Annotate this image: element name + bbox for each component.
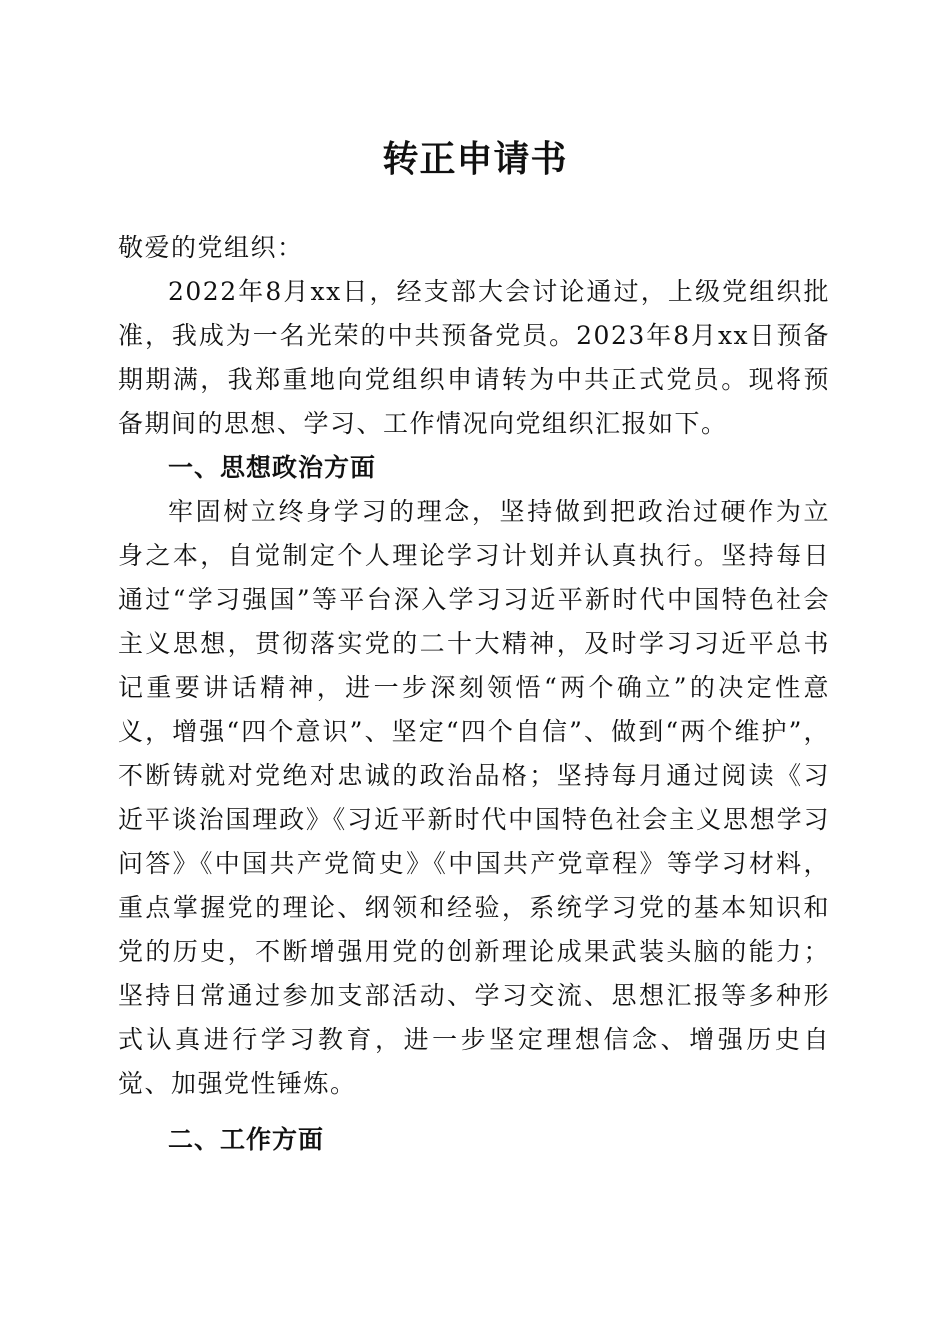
section-heading-work: 二、工作方面: [168, 1125, 325, 1154]
document-body: [118, 226, 830, 1162]
document-title: 转正申请书: [382, 138, 568, 180]
section-paragraph-political: 牢固树立终身学习的理念，坚持做到把政治过硬作为立身之本，自觉制定个人理论学习计划并认真执行。坚持每日通过“学习强国”等平台深入学习习近平新时代中国特色社会主义思想，贯彻落实党的二十大精神，及时学习习近平总书记重要讲话精神，进一步深刻领悟“两个确立”的决定性意义，增强“四个意识”、坚定“四个自信”、做到“两个维护”，不断铸就对党绝对忠诚的政治品格；坚持每月通过阅读《习近平谈治国理政》《习近平新时代中国特色社会主义思想学习问答》《中国共产党简史》《中国共产党章程》等学习材料，重点掌握党的理论、纲领和经验，系统学习党的基本知识和党的历史，不断增强用党的创新理论成果武装头脑的能力；坚持日常通过参加支部活动、学习交流、思想汇报等多种形式认真进行学习教育，进一步坚定理想信念、增强历史自觉、加强党性锤炼。: [118, 497, 830, 1098]
intro-paragraph: 2022年8月xx日，经支部大会讨论通过，上级党组织批准，我成为一名光荣的中共预备党员。2023年8月xx日预备期期满，我郑重地向党组织申请转为中共正式党员。现将预备期间的思想、学习、工作情况向党组织汇报如下。: [118, 277, 830, 438]
section-heading-political: 一、思想政治方面: [168, 453, 377, 482]
salutation: 敬爱的党组织：: [118, 233, 304, 262]
